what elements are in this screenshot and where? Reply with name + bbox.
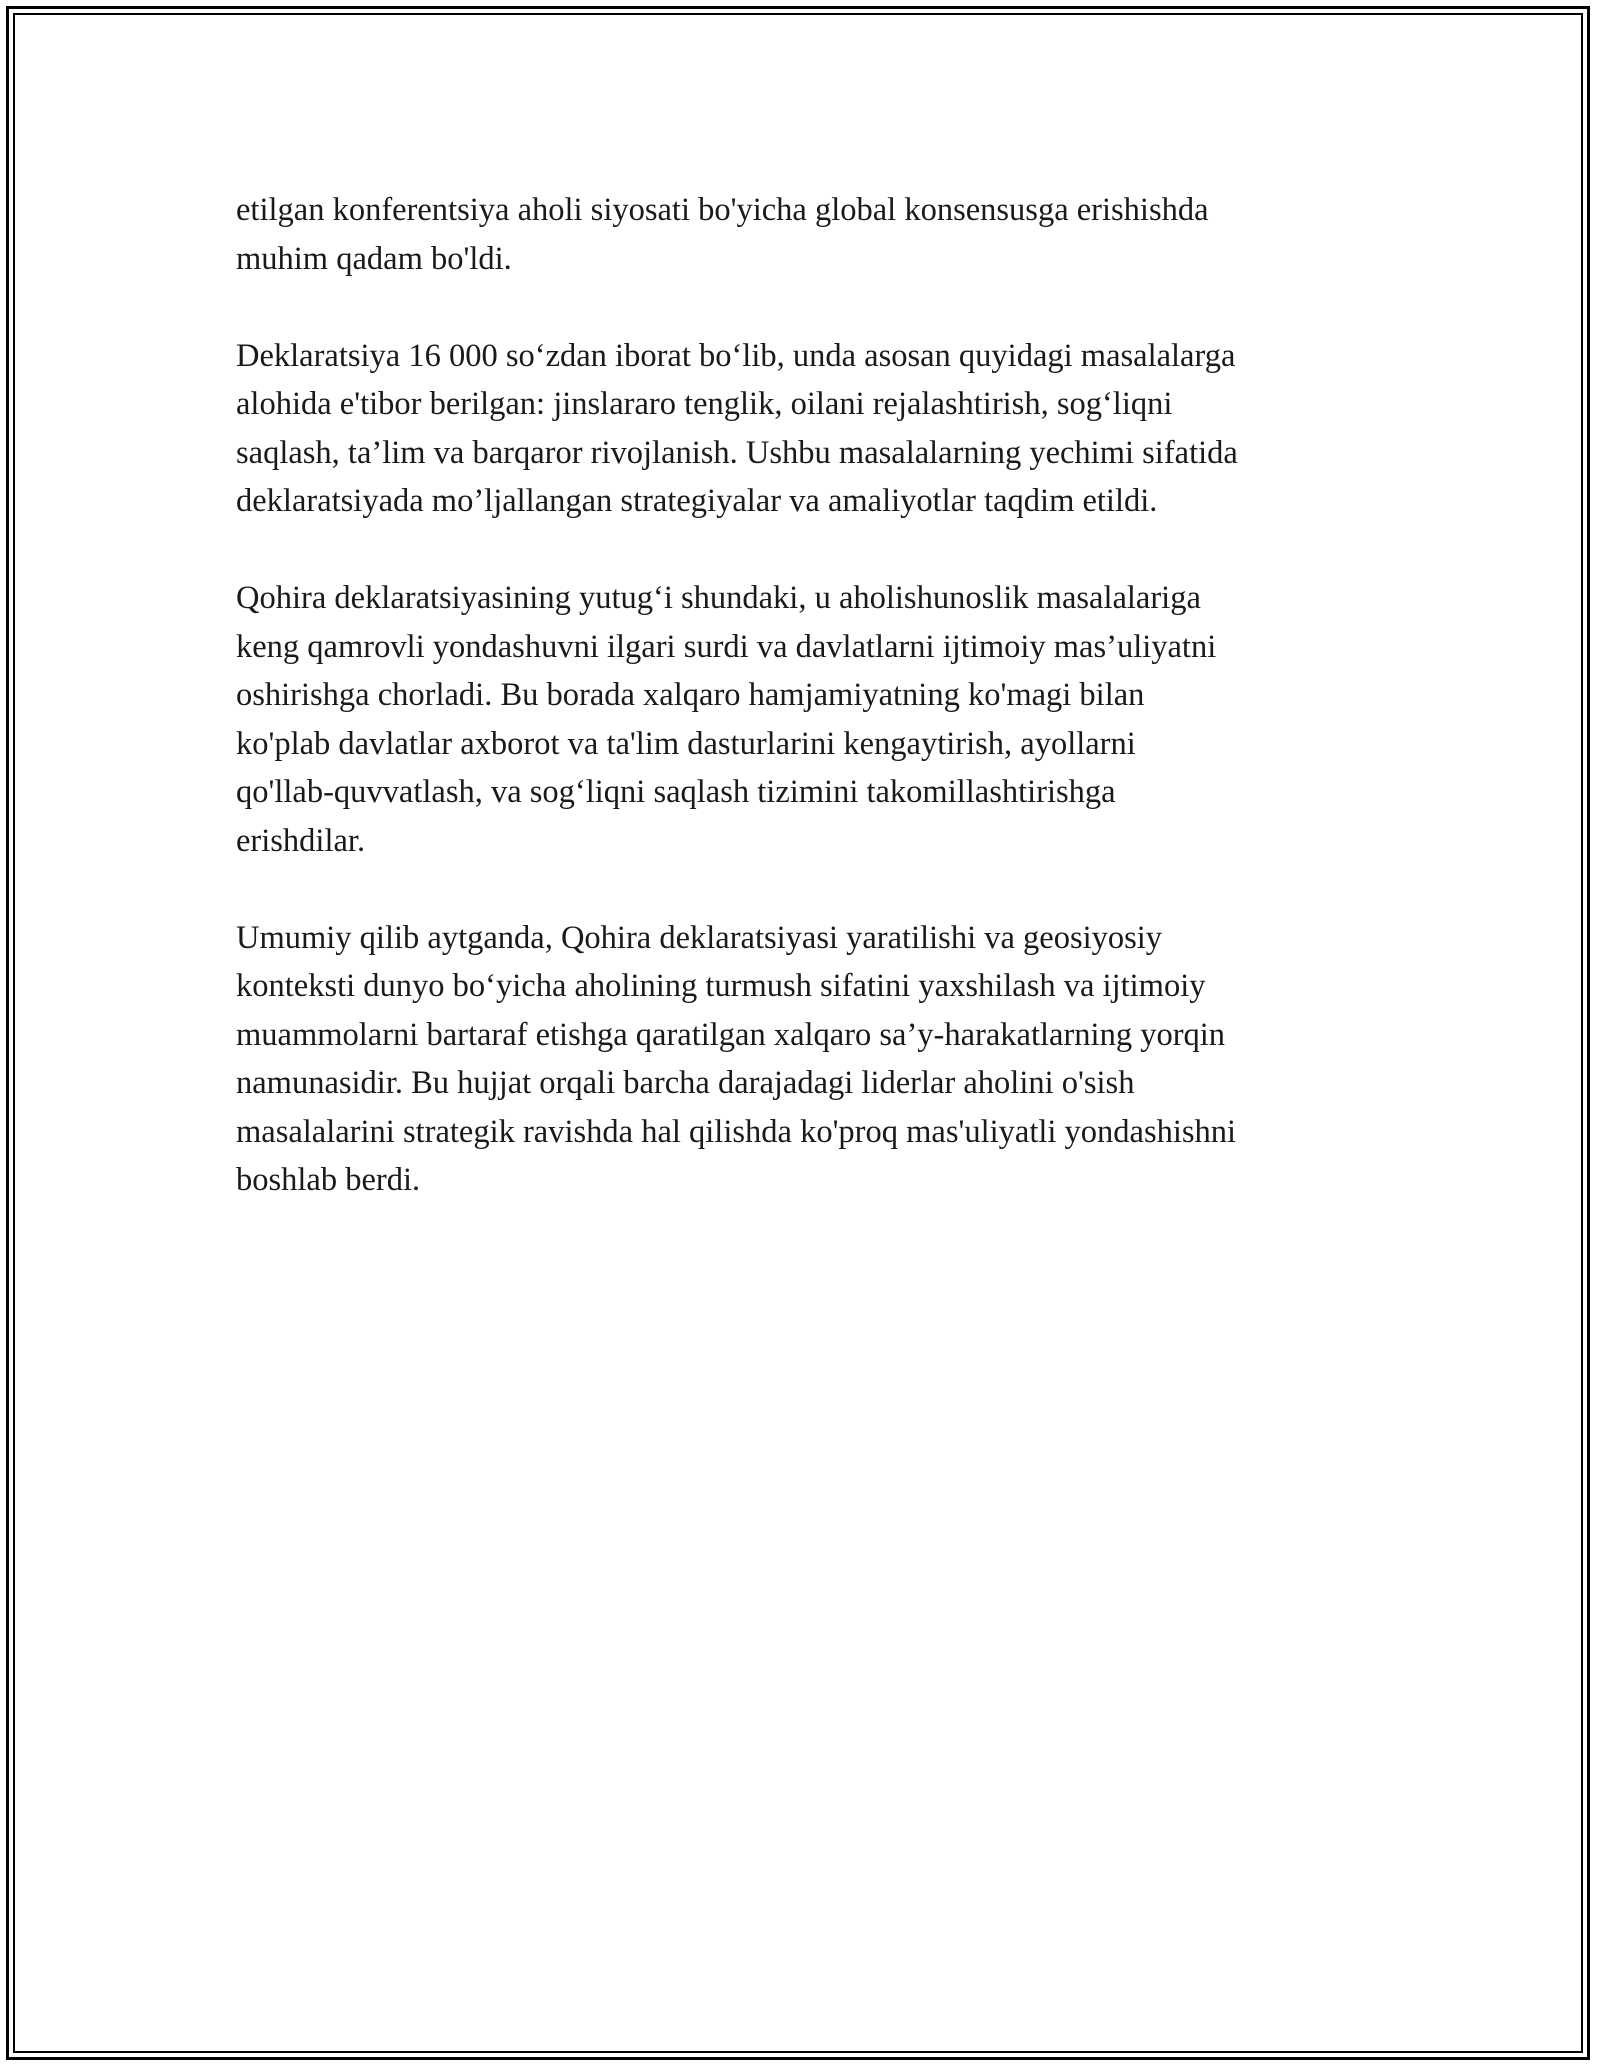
document-body: [236, 186, 1386, 1253]
paragraph: Deklaratsiya 16 000 so‘zdan iborat bo‘lib, unda asosan quyidagi masalalarga alohida e'tibor berilgan: jinslararo tenglik, oilani rejalashtirish, sog‘liqni saqlash, ta’lim va barqaror rivojlanish. Ushbu masalalarning yechimi sifatida deklaratsiyada mo’ljallangan strategiyalar va amaliyotlar taqdim etildi.: [236, 337, 1238, 519]
paragraph: Umumiy qilib aytganda, Qohira deklaratsiyasi yaratilishi va geosiyosiy konteksti dunyo bo‘yicha aholining turmush sifatini yaxshilash va ijtimoiy muammolarni bartaraf etishga qaratilgan xalqaro sa’y-harakatlarning yorqin namunasidir. Bu hujjat orqali barcha darajadagi liderlar aholini o'sish masalalarini strategik ravishda hal qilishda ko'proq mas'uliyatli yondashishni boshlab berdi.: [236, 919, 1237, 1198]
paragraph: Qohira deklaratsiyasining yutug‘i shundaki, u aholishunoslik masalalariga keng qamrovli yondashuvni ilgari surdi va davlatlarni ijtimoiy mas’uliyatni oshirishga chorladi. Bu borada xalqaro hamjamiyatning ko'magi bilan ko'plab davlatlar axborot va ta'lim dasturlarini kengaytirish, ayollarni qo'llab-quvvatlash, va sog‘liqni saqlash tizimini takomillashtirishga erishdilar.: [236, 580, 1217, 859]
paragraph: etilgan konferentsiya aholi siyosati bo'yicha global konsensusga erishishda muhim qadam bo'ldi.: [236, 192, 1209, 277]
